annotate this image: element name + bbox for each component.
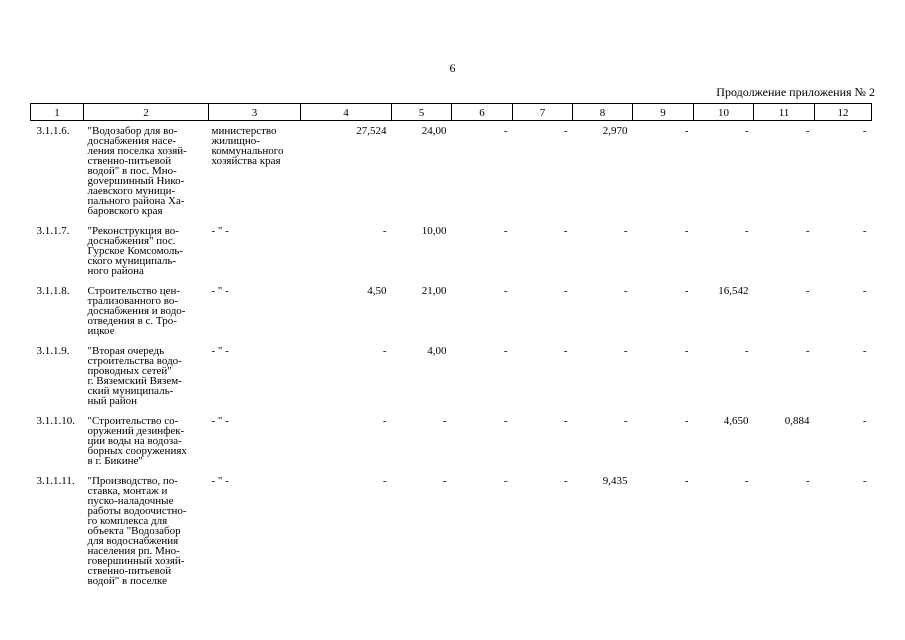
- value-cell: 10,00: [421, 225, 447, 237]
- table-body: [31, 121, 872, 592]
- value-cell: 27,524: [356, 125, 387, 137]
- item-name: "Строительство со- оружений дезинфек- ции воды на водоза- борных сооружениях в г. Бикине": [87, 415, 187, 467]
- value-cell: -: [503, 125, 508, 137]
- column-header: 12: [815, 104, 872, 121]
- column-header: 3: [209, 104, 301, 121]
- value-cell: -: [382, 225, 387, 237]
- value-cell: 0,884: [784, 415, 810, 427]
- value-cell: -: [623, 345, 628, 357]
- column-header: 10: [694, 104, 754, 121]
- value-cell: -: [503, 285, 508, 297]
- table-row: [31, 471, 872, 591]
- column-header: 2: [84, 104, 209, 121]
- item-executor: - " -: [211, 225, 229, 237]
- value-cell: -: [862, 345, 867, 357]
- value-cell: -: [805, 475, 810, 487]
- value-cell: -: [805, 345, 810, 357]
- item-name: "Вторая очередь строительства водо- проводных сетей" г. Вяземский Вязем- ский муниципаль- ный район: [87, 345, 182, 407]
- value-cell: 24,00: [421, 125, 447, 137]
- item-executor: министерство жилищно- коммунального хозяйства края: [211, 125, 284, 167]
- item-name: "Водозабор для во- доснабжения насе- ления поселка хозяй- ственно-питьевой водой" в пос. Мно- gоvершинный Нико- лаевского муници- пального района Ха- баровского края: [87, 125, 187, 217]
- item-executor: - " -: [211, 475, 229, 487]
- column-header: 1: [31, 104, 84, 121]
- value-cell: -: [684, 285, 689, 297]
- value-cell: -: [862, 415, 867, 427]
- value-cell: -: [684, 415, 689, 427]
- value-cell: -: [862, 125, 867, 137]
- value-cell: -: [862, 285, 867, 297]
- value-cell: 16,542: [718, 285, 749, 297]
- item-name: "Производство, по- ставка, монтаж и пуско-наладочные работы водоочистно- го комплекса для объекта "Водозабор для водоснабжения населения рп. Мно- говершинный хозяй- ственно-питьевой водой" в поселке: [87, 475, 187, 587]
- value-cell: -: [442, 415, 447, 427]
- page-number: 6: [449, 61, 456, 75]
- value-cell: -: [563, 345, 568, 357]
- value-cell: -: [744, 125, 749, 137]
- appendix-continuation-label: Продолжение приложения № 2: [716, 85, 875, 99]
- value-cell: -: [382, 415, 387, 427]
- value-cell: 4,650: [723, 415, 749, 427]
- value-cell: -: [862, 475, 867, 487]
- item-executor: - " -: [211, 345, 229, 357]
- appendix-table: [30, 103, 872, 591]
- value-cell: -: [744, 345, 749, 357]
- value-cell: 4,00: [427, 345, 447, 357]
- value-cell: -: [744, 225, 749, 237]
- column-header: 6: [452, 104, 513, 121]
- value-cell: -: [684, 225, 689, 237]
- value-cell: -: [382, 475, 387, 487]
- value-cell: -: [563, 125, 568, 137]
- value-cell: 21,00: [421, 285, 447, 297]
- value-cell: -: [563, 475, 568, 487]
- table-row: [31, 341, 872, 411]
- column-header: 9: [633, 104, 694, 121]
- value-cell: -: [382, 345, 387, 357]
- column-header: 7: [513, 104, 573, 121]
- value-cell: 9,435: [602, 475, 628, 487]
- value-cell: -: [805, 225, 810, 237]
- item-executor: - " -: [211, 285, 229, 297]
- table-row: [31, 411, 872, 471]
- value-cell: -: [805, 285, 810, 297]
- value-cell: -: [623, 285, 628, 297]
- value-cell: -: [623, 225, 628, 237]
- table-row: [31, 221, 872, 281]
- value-cell: -: [623, 415, 628, 427]
- column-header-row: [31, 104, 872, 121]
- value-cell: -: [684, 345, 689, 357]
- value-cell: -: [744, 475, 749, 487]
- item-number: 3.1.1.9.: [36, 345, 70, 357]
- value-cell: 2,970: [602, 125, 628, 137]
- value-cell: -: [503, 475, 508, 487]
- column-header: 8: [573, 104, 633, 121]
- value-cell: -: [563, 415, 568, 427]
- value-cell: -: [503, 345, 508, 357]
- table-row: [31, 121, 872, 222]
- column-header: 11: [754, 104, 815, 121]
- column-header: 4: [301, 104, 392, 121]
- value-cell: -: [684, 125, 689, 137]
- value-cell: -: [862, 225, 867, 237]
- column-header: 5: [392, 104, 452, 121]
- item-number: 3.1.1.6.: [36, 125, 70, 137]
- value-cell: -: [684, 475, 689, 487]
- item-number: 3.1.1.8.: [36, 285, 70, 297]
- item-number: 3.1.1.7.: [36, 225, 70, 237]
- item-name: "Реконструкция во- доснабжения" пос. Гурское Комсомоль- ского муниципаль- ного района: [87, 225, 184, 277]
- item-name: Строительство цен- трализованного во- доснабжения и водо- отведения в с. Тро- ицкое: [87, 285, 186, 337]
- value-cell: -: [805, 125, 810, 137]
- value-cell: 4,50: [367, 285, 387, 297]
- value-cell: -: [442, 475, 447, 487]
- value-cell: -: [563, 285, 568, 297]
- value-cell: -: [503, 415, 508, 427]
- value-cell: -: [503, 225, 508, 237]
- item-number: 3.1.1.11.: [36, 475, 75, 487]
- table-row: [31, 281, 872, 341]
- item-executor: - " -: [211, 415, 229, 427]
- item-number: 3.1.1.10.: [36, 415, 75, 427]
- value-cell: -: [563, 225, 568, 237]
